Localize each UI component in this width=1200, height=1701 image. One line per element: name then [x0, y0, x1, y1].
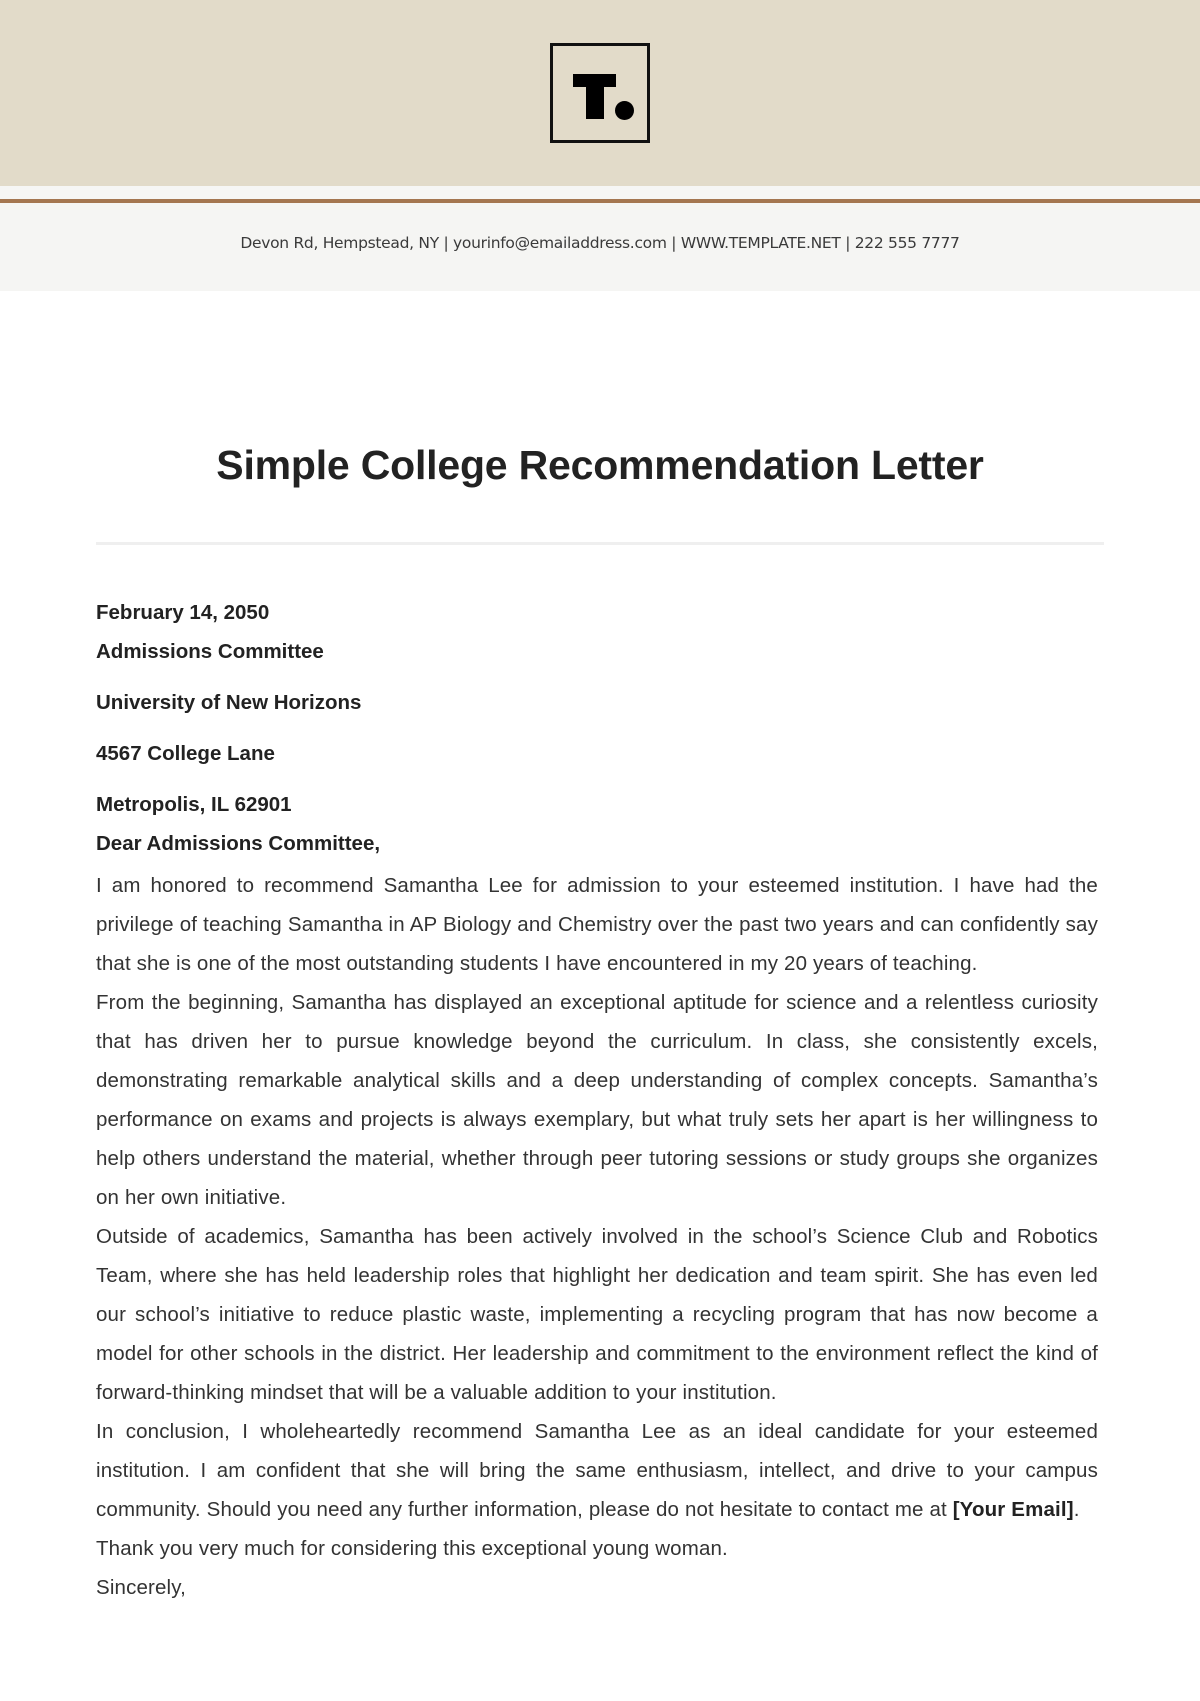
closing: Sincerely,: [96, 1576, 186, 1599]
logo-dot-icon: [615, 101, 634, 120]
letter-date: February 14, 2050: [96, 601, 270, 624]
paragraph-1: I am honored to recommend Samantha Lee for admission to your esteemed institution. I have had the privilege of teaching Samantha in AP Biology and Chemistry over the past two years and can confidently say that she is one of the most outstanding students I have encountered in my 20 years of teaching.: [96, 874, 1098, 975]
recipient-line-3: 4567 College Lane: [96, 742, 275, 765]
email-placeholder: [Your Email]: [952, 1498, 1074, 1521]
paragraph-4-end: .: [1073, 1498, 1080, 1521]
title-divider: [96, 542, 1104, 545]
paragraph-4: [96, 1412, 1098, 1529]
recipient-line-2: University of New Horizons: [96, 691, 362, 714]
salutation: Dear Admissions Committee,: [96, 832, 381, 855]
document-title: Simple College Recommendation Letter: [216, 442, 984, 488]
paragraph-4-text: In conclusion, I wholeheartedly recommend Samantha Lee as an ideal candidate for your esteemed institution. I am confident that she will bring the same enthusiasm, intellect, and drive to your campus community. Should you need any further information, please do not hesitate to contact me at: [96, 1420, 1098, 1521]
logo-letter-t-icon: [571, 68, 619, 124]
header-band: [0, 0, 1200, 186]
contact-info: Devon Rd, Hempstead, NY | yourinfo@emailaddress.com | WWW.TEMPLATE.NET | 222 555 7777: [240, 234, 960, 252]
recipient-line-4: Metropolis, IL 62901: [96, 793, 292, 816]
contact-band: [0, 203, 1200, 291]
paragraph-3: Outside of academics, Samantha has been actively involved in the school’s Science Club and Robotics Team, where she has held leadership roles that highlight her dedication and team spirit. She has even led our school’s initiative to reduce plastic waste, implementing a recycling program that has now become a model for other schools in the district. Her leadership and commitment to the environment reflect the kind of forward-thinking mindset that will be a valuable addition to your institution.: [96, 1225, 1098, 1404]
template-logo-icon: [550, 43, 650, 143]
header-spacer: [0, 186, 1200, 199]
recipient-line-1: Admissions Committee: [96, 640, 324, 663]
paragraph-2: From the beginning, Samantha has displayed an exceptional aptitude for science and a relentless curiosity that has driven her to pursue knowledge beyond the curriculum. In class, she consistently excels, demonstrating remarkable analytical skills and a deep understanding of complex concepts. Samantha’s performance on exams and projects is always exemplary, but what truly sets her apart is her willingness to help others understand the material, whether through peer tutoring sessions or study groups she organizes on her own initiative.: [96, 991, 1098, 1209]
letter-paragraphs: [96, 866, 1098, 1607]
paragraph-5: Thank you very much for considering this exceptional young woman.: [96, 1537, 728, 1560]
